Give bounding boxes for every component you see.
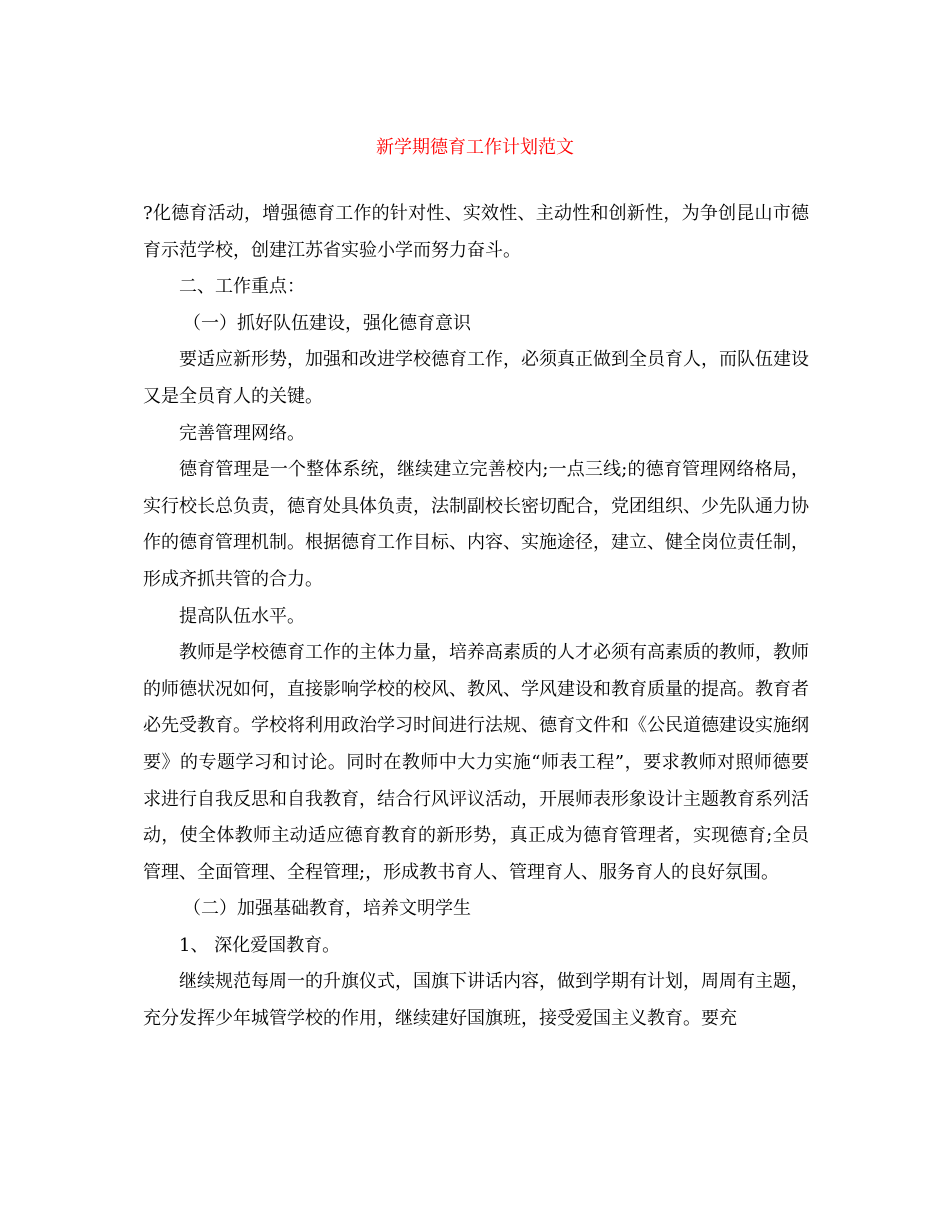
item-heading-team-level: 提高队伍水平。 [179,605,305,627]
paragraph-continuation: ?化德育活动，增强德育工作的针对性、实效性、主动性和创新性，为争创昆山市德育示范学校，创建江苏省实验小学而努力奋斗。 [143,203,809,261]
subsection-heading-basic-education: （二）加强基础教育，培养文明学生 [183,898,471,920]
paragraph-team-building: 要适应新形势，加强和改进学校德育工作，必须真正做到全员育人，而队伍建设又是全员育人的关键。 [143,349,809,407]
document-body [143,196,809,1038]
paragraph-team-level: 教师是学校德育工作的主体力量，培养高素质的人才必须有高素质的教师，教师的师德状况如何，直接影响学校的校风、教风、学风建设和教育质量的提高。教育者必先受教育。学校将利用政治学习时间进行法规、德育文件和《公民道德建设实施纲要》的专题学习和讨论。同时在教师中大力实施“师表工程”，要求教师对照师德要求进行自我反思和自我教育，结合行风评议活动，开展师表形象设计主题教育系列活动，使全体教师主动适应德育教育的新形势，真正成为德育管理者，实现德育;全员管理、全面管理、全程管理;，形成教书育人、管理育人、服务育人的良好氛围。 [143,642,809,883]
paragraph-patriotic-education: 继续规范每周一的升旗仪式，国旗下讲话内容，做到学期有计划，周周有主题，充分发挥少年城管学校的作用，继续建好国旗班，接受爱国主义教育。要充 [143,971,809,1030]
item-heading-patriotic-education: 1、 深化爱国教育。 [179,934,341,956]
paragraph-management-network: 德育管理是一个整体系统，继续建立完善校内;一点三线;的德育管理网络格局，实行校长总负责，德育处具体负责，法制副校长密切配合，党团组织、少先队通力协作的德育管理机制。根据德育工作目标、内容、实施途径，建立、健全岗位责任制，形成齐抓共管的合力。 [143,459,809,590]
section-heading-work-focus: 二、工作重点： [179,276,305,298]
subsection-heading-team-building: （一）抓好队伍建设，强化德育意识 [183,312,471,334]
item-heading-management-network: 完善管理网络。 [179,422,305,444]
document-title: 新学期德育工作计划范文 [376,137,574,158]
